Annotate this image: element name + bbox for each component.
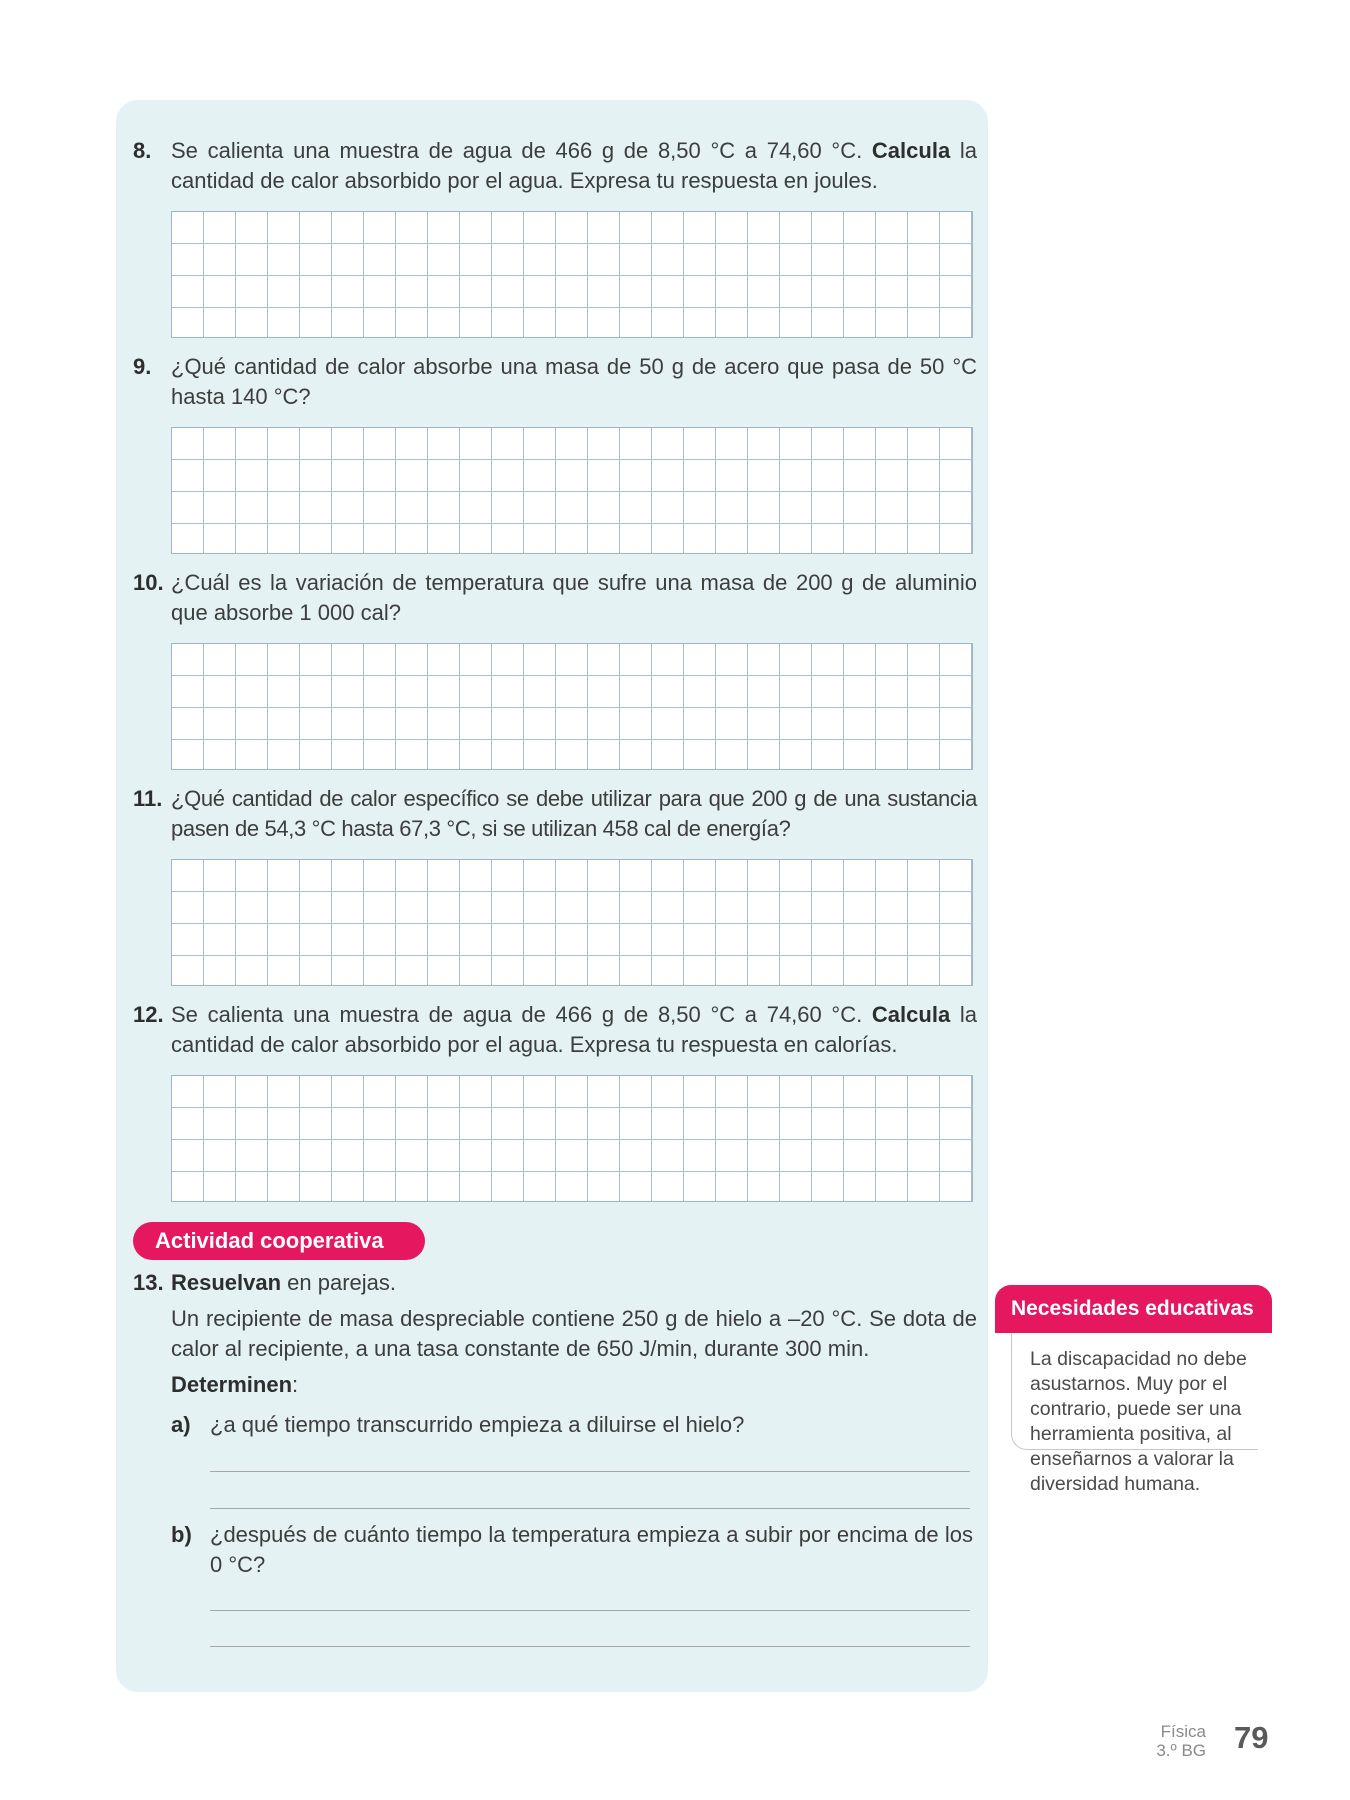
answer-line[interactable]	[210, 1646, 970, 1647]
question-text: ¿Qué cantidad de calor específico se debe utilizar para que 200 g de una sustancia pasen de 54,3 °C hasta 67,3 °C, si se utilizan 458 cal de energía?	[171, 786, 977, 841]
sidebar-title: Necesidades educativas	[995, 1285, 1272, 1333]
answer-line[interactable]	[210, 1508, 970, 1509]
instruction-rest: en parejas.	[281, 1270, 397, 1295]
question-text-part: Se calienta una muestra de agua de 466 g de 8,50 °C a 74,60 °C.	[171, 1002, 872, 1027]
question-13-statement	[133, 1304, 977, 1364]
question-12	[133, 1000, 977, 1060]
question-text: ¿Qué cantidad de calor absorbe una masa de 50 g de acero que pasa de 50 °C hasta 140 °C?	[171, 354, 977, 409]
answer-grid-12[interactable]	[171, 1075, 973, 1202]
answer-grid-8[interactable]	[171, 211, 973, 338]
answer-grid-11[interactable]	[171, 859, 973, 986]
sidebar-body: La discapacidad no debe asustarnos. Muy por el contrario, puede ser una herramienta positiva, al enseñarnos a valorar la diversidad humana.	[1030, 1348, 1247, 1495]
question-9	[133, 352, 977, 412]
question-13	[133, 1268, 977, 1298]
question-verb: Calcula	[871, 1002, 951, 1027]
sub-question-label: b)	[171, 1522, 192, 1547]
question-number: 8.	[133, 138, 152, 163]
answer-grid-10[interactable]	[171, 643, 973, 770]
sub-question-text: ¿después de cuánto tiempo la temperatura empieza a subir por encima de los 0 °C?	[210, 1522, 973, 1577]
question-text	[171, 1000, 977, 1060]
determine-text	[171, 1370, 977, 1400]
question-text: ¿Cuál es la variación de temperatura que sufre una masa de 200 g de aluminio que absorbe 1 000 cal?	[171, 570, 977, 625]
question-number: 11.	[133, 786, 163, 811]
cooperative-activity-badge: Actividad cooperativa	[133, 1222, 425, 1260]
question-text-part: la cantidad de calor absorbido por el agua. Expresa tu respuesta en calorías.	[171, 1002, 977, 1057]
answer-grid-9[interactable]	[171, 427, 973, 554]
determine-colon: :	[292, 1372, 299, 1397]
question-verb: Calcula	[871, 138, 951, 163]
sub-question-a	[171, 1410, 973, 1440]
instruction-verb: Resuelvan	[171, 1270, 282, 1295]
question-10	[133, 568, 977, 628]
determine-label	[133, 1370, 977, 1400]
footer-subject-name: Física	[1160, 1722, 1206, 1741]
sub-question-b	[171, 1520, 973, 1580]
question-number: 10.	[133, 570, 164, 595]
question-number: 13.	[133, 1270, 164, 1295]
determine-verb: Determinen	[171, 1372, 293, 1397]
footer-subject	[1130, 1722, 1206, 1760]
question-text-part: Se calienta una muestra de agua de 466 g de 8,50 °C a 74,60 °C.	[171, 138, 872, 163]
answer-line[interactable]	[210, 1610, 970, 1611]
sub-question-text: ¿a qué tiempo transcurrido empieza a diluirse el hielo?	[210, 1412, 745, 1437]
question-instruction	[171, 1268, 977, 1298]
question-number: 9.	[133, 354, 152, 379]
question-text-part: la cantidad de calor absorbido por el agua. Expresa tu respuesta en joules.	[171, 138, 977, 193]
statement-text: Un recipiente de masa despreciable contiene 250 g de hielo a –20 °C. Se dota de calor al recipiente, a una tasa constante de 650 J/min, durante 300 min.	[171, 1306, 977, 1361]
page-number: 79	[1234, 1720, 1269, 1755]
answer-line[interactable]	[210, 1471, 970, 1472]
sub-question-label: a)	[171, 1412, 191, 1437]
question-8	[133, 136, 977, 196]
question-11	[133, 784, 977, 844]
question-number: 12.	[133, 1002, 164, 1027]
question-text	[171, 136, 977, 196]
footer-grade: 3.º BG	[1156, 1741, 1206, 1760]
